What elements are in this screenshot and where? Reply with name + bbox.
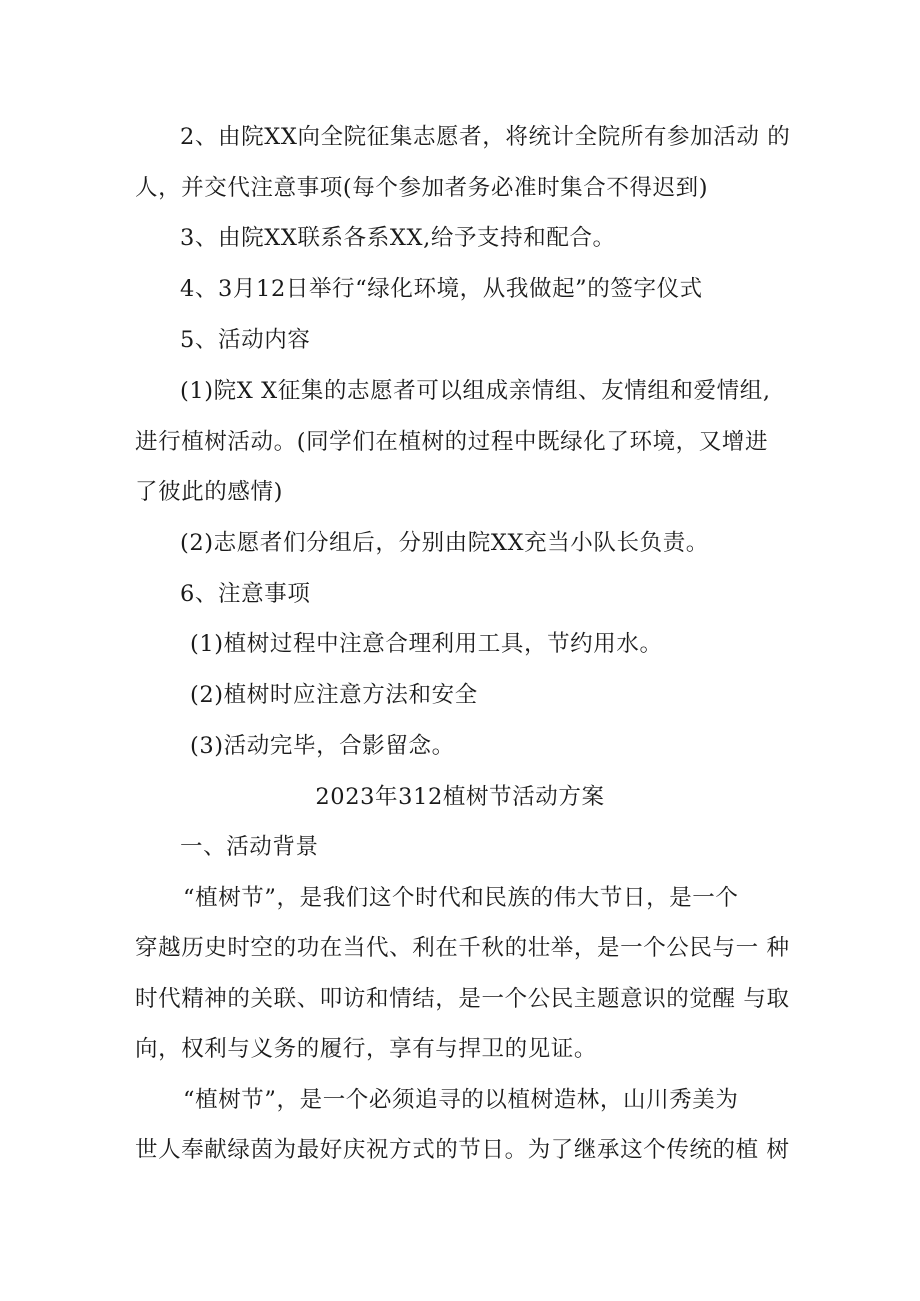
- section-heading: 一、活动背景: [180, 834, 319, 860]
- text-line: 4、3月12日举行“绿化环境，从我做起”的签字仪式: [180, 276, 703, 302]
- text-line: 了彼此的感情): [135, 479, 283, 505]
- text-line: (3)活动完毕，合影留念。: [190, 733, 455, 759]
- text-line: “植树节”，是我们这个时代和民族的伟大节日，是一个: [183, 885, 739, 911]
- text-line: 穿越历史时空的功在当代、利在千秋的壮举，是一个公民与一 种: [135, 935, 790, 961]
- text-line: 人，并交代注意事项(每个参加者务必准时集合不得迟到): [135, 175, 709, 201]
- text-line: (2)植树时应注意方法和安全: [190, 682, 478, 708]
- section-title: 2023年312植树节活动方案: [315, 784, 605, 810]
- text-line: 世人奉献绿茵为最好庆祝方式的节日。为了继承这个传统的植 树: [135, 1137, 790, 1163]
- text-line: 进行植树活动。(同学们在植树的过程中既绿化了环境，又增进: [135, 429, 769, 455]
- text-line: (1)院X X征集的志愿者可以组成亲情组、友情组和爱情组,: [180, 378, 771, 404]
- text-line: 2、由院XX向全院征集志愿者，将统计全院所有参加活动 的: [180, 124, 791, 150]
- text-line: (1)植树过程中注意合理利用工具，节约用水。: [190, 631, 663, 657]
- text-line: 向，权利与义务的履行，享有与捍卫的见证。: [135, 1036, 598, 1062]
- text-line: “植树节”，是一个必须追寻的以植树造林，山川秀美为: [183, 1087, 739, 1113]
- text-line: 5、活动内容: [180, 327, 311, 353]
- text-line: 时代精神的关联、叩访和情结，是一个公民主题意识的觉醒 与取: [135, 986, 790, 1012]
- text-line: (2)志愿者们分组后，分别由院XX充当小队长负责。: [180, 530, 709, 556]
- text-line: 6、注意事项: [180, 581, 311, 607]
- text-line: 3、由院XX联系各系XX,给予支持和配合。: [180, 225, 616, 251]
